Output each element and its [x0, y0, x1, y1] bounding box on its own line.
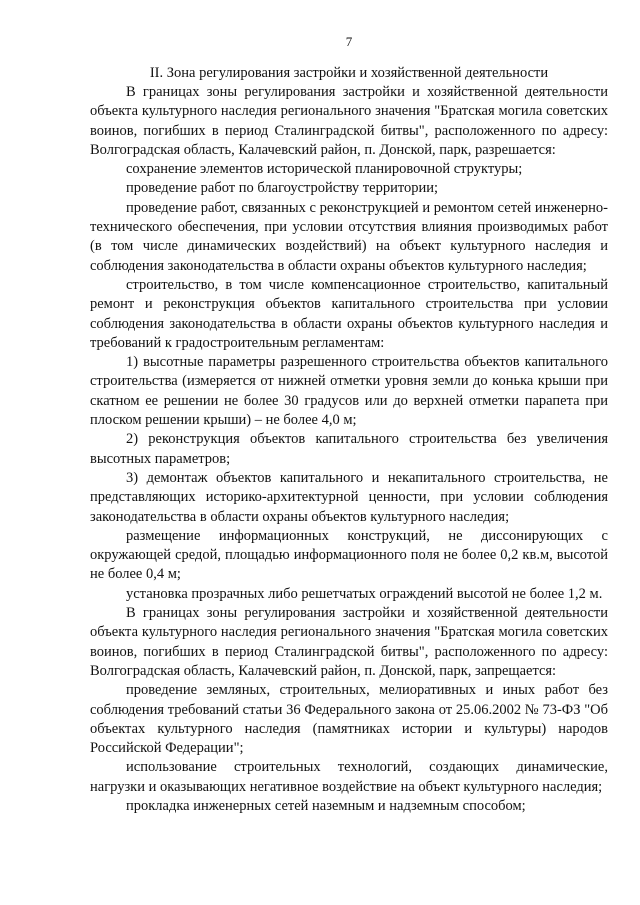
paragraph-item-3-dismantling: 3) демонтаж объектов капитального и некапитального строительства, не представляющих историко-архитектурной ценности, при условии соблюдения законодательства в области охраны объектов культурного наследия;: [90, 469, 608, 525]
paragraph-utility-networks: проведение работ, связанных с реконструкцией и ремонтом сетей инженерно-технического обеспечения, при условии отсутствия влияния производимых работ (в том числе динамических воздействий) на объект культурного наследия и соблюдения законодательства в области охраны объектов культурного наследия;: [90, 199, 608, 274]
paragraph-earthworks: проведение земляных, строительных, мелиоративных и иных работ без соблюдения требований статьи 36 Федерального закона от 25.06.2002 № 73-ФЗ "Об объектах культурного наследия (памятниках истории и культуры) народов Российской Федерации";: [90, 682, 608, 757]
paragraph-item-2-reconstruction: 2) реконструкция объектов капитального строительства без увеличения высотных параметров;: [90, 431, 608, 467]
paragraph-technologies: использование строительных технологий, создающих динамические, нагрузки и оказывающих негативное воздействие на объект культурного наследия;: [90, 759, 608, 795]
paragraph-prohibited-intro: В границах зоны регулирования застройки и хозяйственной деятельности объекта культурного наследия регионального значения "Братская могила советских воинов, погибших в период Сталинградской битвы", расположенного по адресу: Волгоградская область, Калачевский район, п. Донской, парк, запрещается:: [90, 605, 608, 679]
paragraph-fences: установка прозрачных либо решетчатых ограждений высотой не более 1,2 м.: [126, 585, 603, 602]
paragraph-info-structures: размещение информационных конструкций, не диссонирующих с окружающей средой, площадью информационного поля не более 0,2 кв.м, высотой не более 0,4 м;: [90, 527, 608, 583]
paragraph-construction: строительство, в том числе компенсационное строительство, капитальный ремонт и реконструкция объектов капитального строительства при условии соблюдения законодательства в области охраны объектов культурного наследия и требований к градостроительным регламентам:: [90, 276, 608, 351]
paragraph-networks-above-ground: прокладка инженерных сетей наземным и надземным способом;: [126, 797, 526, 814]
paragraph-preserve-structure: сохранение элементов исторической планировочной структуры;: [126, 161, 523, 178]
paragraph-item-1-height: 1) высотные параметры разрешенного строительства объектов капитального строительства (измеряется от нижней отметки уровня земли до конька крыши при скатном ее решении не более 30 градусов или до верхней отметки парапета при плоском решении крыши) – не более 4,0 м;: [90, 354, 608, 429]
section-heading: II. Зона регулирования застройки и хозяйственной деятельности: [149, 65, 549, 81]
paragraph-permitted-intro: В границах зоны регулирования застройки и хозяйственной деятельности объекта культурного наследия регионального значения "Братская могила советских воинов, погибших в период Сталинградской битвы", расположенного по адресу: Волгоградская область, Калачевский район, п. Донской, парк, разрешается:: [90, 84, 608, 158]
paragraph-landscaping: проведение работ по благоустройству территории;: [126, 180, 439, 197]
page-number: 7: [345, 34, 353, 49]
